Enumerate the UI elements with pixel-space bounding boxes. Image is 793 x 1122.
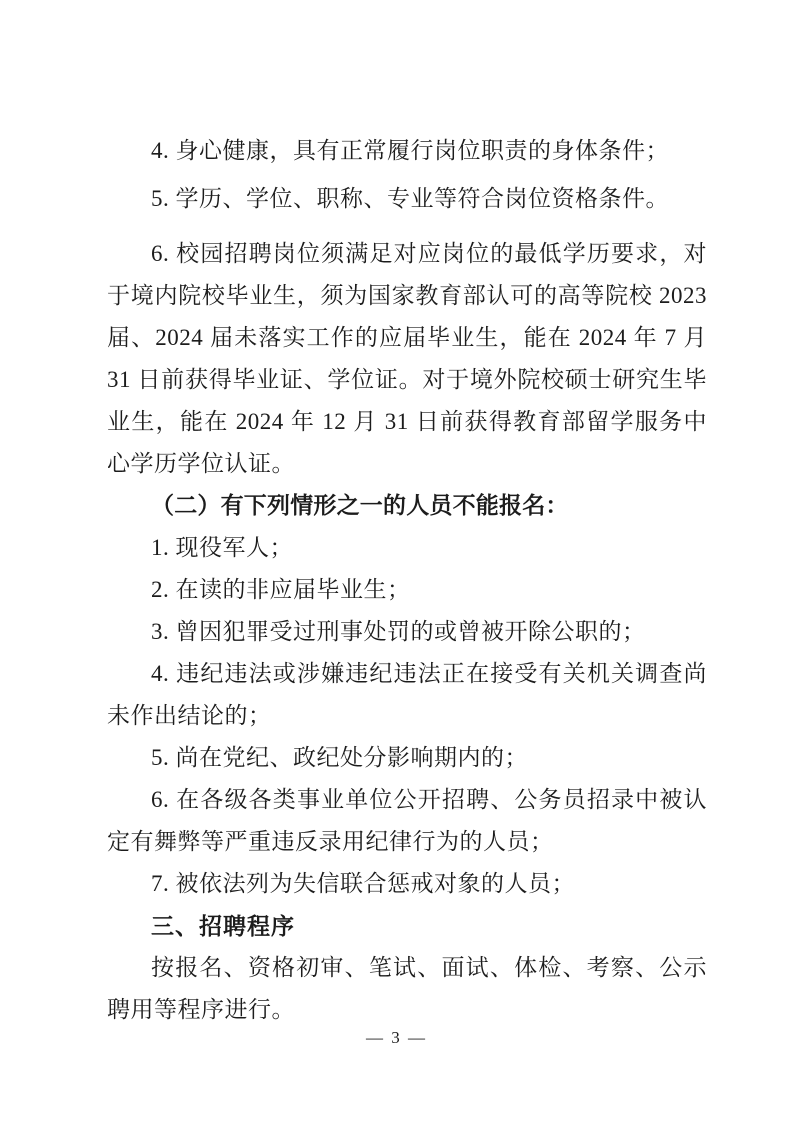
procedure-paragraph: 按报名、资格初审、笔试、面试、体检、考察、公示聘用等程序进行。 — [107, 955, 707, 1022]
disqualification-item-4: 4. 违纪违法或涉嫌违纪违法正在接受有关机关调查尚未作出结论的； — [107, 661, 707, 728]
disqualification-item-5: 5. 尚在党纪、政纪处分影响期内的； — [151, 745, 528, 770]
subsection-heading-2: （二）有下列情形之一的人员不能报名： — [151, 493, 569, 518]
condition-item-6-paragraph: 6. 校园招聘岗位须满足对应岗位的最低学历要求，对于境内院校毕业生，须为国家教育部认可的高等院校 2023 届、2024 届未落实工作的应届毕业生，能在 2024 年 7 月 31 日前获得毕业证、学位证。对于境外院校硕士研究生毕业生，能在 2024 年 12 月 31 日前获得教育部留学服务中心学历学位认证。 — [107, 241, 707, 476]
section-heading-3: 三、招聘程序 — [151, 913, 295, 939]
condition-item-5: 5. 学历、学位、职称、专业等符合岗位资格条件。 — [151, 186, 669, 211]
document-body — [107, 130, 707, 1031]
page-number: — 3 — — [366, 1028, 427, 1047]
disqualification-item-6: 6. 在各级各类事业单位公开招聘、公务员招录中被认定有舞弊等严重违反录用纪律行为的人员； — [107, 787, 707, 854]
disqualification-item-7: 7. 被依法列为失信联合惩戒对象的人员； — [151, 871, 575, 896]
disqualification-item-2: 2. 在读的非应届毕业生； — [151, 577, 411, 602]
condition-item-4: 4. 身心健康，具有正常履行岗位职责的身体条件； — [151, 138, 669, 163]
disqualification-item-1: 1. 现役军人； — [151, 535, 293, 560]
disqualification-item-3: 3. 曾因犯罪受过刑事处罚的或曾被开除公职的； — [151, 619, 646, 644]
